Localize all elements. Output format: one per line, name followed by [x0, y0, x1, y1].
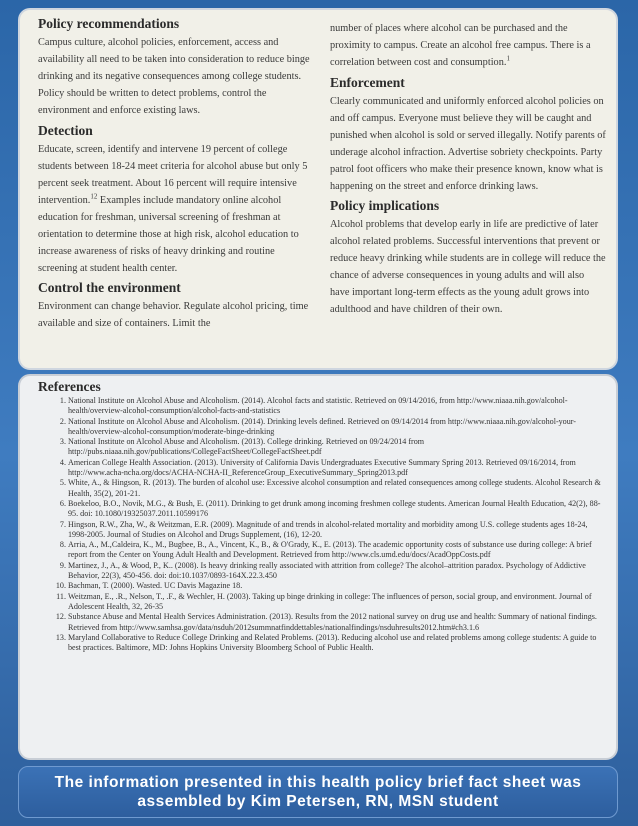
reference-item: 8. Arria, A., M.,Caldeira, K., M., Bugbee, B., A., Vincent, K., B., & O'Grady, K., E. (2013). The academic opportunity costs of substance use during college: A brief report from the Center on Young Adult Health and Development. Retrieved from http://www.cls.umd.edu/docs/AcadOppCosts.pdf [68, 540, 604, 561]
policy-panel [18, 8, 618, 370]
reference-item: 10. Bachman, T. (2000). Wasted. UC Davis Magazine 18. [68, 581, 604, 591]
control-citation: 1 [506, 54, 510, 63]
policy-column-left [38, 16, 314, 368]
reference-item: 3. National Institute on Alcohol Abuse and Alcoholism. (2013). College drinking. Retrieved on 09/24/2014 from http://pubs.niaaa.nih.gov/publications/CollegeFactSheet/CollegeFactSheet.pdf [68, 437, 604, 458]
reference-item: 7. Hingson, R.W., Zha, W., & Weitzman, E.R. (2009). Magnitude of and trends in alcohol-related mortality and morbidity among U.S. college students ages 18-24, 1998-2005. Journal of Studies on Alcohol and Drugs Supplement, (16), 12-20. [68, 520, 604, 541]
reference-item: 2. National Institute on Alcohol Abuse and Alcoholism. (2014). Drinking levels defined. Retrieved on 09/14/2014 from http://www.niaaa.nih.gov/alcohol-your-health/overview-alcohol-consumption/moderate-binge-drinking [68, 417, 604, 438]
detection-citation: 12 [90, 192, 98, 201]
enforcement-text: Clearly communicated and uniformly enforced alcohol policies on and off campus. Everyone must believe they will be caught and punished when alcohol is sold or served illegally. Notify parents of underage alcohol infraction. Advertise sobriety checkpoints. Party patrol foot officers who make their presence known, know what is happening on the street and enforce drinking laws. [330, 96, 606, 192]
reference-item: 12. Substance Abuse and Mental Health Services Administration. (2013). Results from the 2012 national survey on drug use and health: Summary of national findings. Retrieved from http://www.samhsa.gov/data/nsduh/2012summnatfinddettables/nationalfindings/nsduhresults2012.htm#ch3.1.6 [68, 612, 604, 633]
references-list [38, 396, 604, 653]
reference-item: 1. National Institute on Alcohol Abuse and Alcoholism. (2014). Alcohol facts and statistic. Retrieved on 09/14/2016, from http://www.niaaa.nih.gov/alcohol-health/overview-alcohol-consumption/alcohol-facts-and-statistics [68, 396, 604, 417]
footer-line-2: assembled by Kim Petersen, RN, MSN student [137, 793, 499, 810]
footer-line-1: The information presented in this health policy brief fact sheet was [54, 774, 582, 791]
detection-text-examples: Examples include mandatory online alcohol education for freshman, universal screening of freshman at orientation to determine those at high risk, alcohol education to increase awareness of risks of heavy drinking and routine screening at student health center. [38, 195, 299, 274]
references-heading: References [38, 379, 101, 394]
detection-text-main: Educate, screen, identify and intervene 19 percent of college students between 18-24 meet criteria for alcohol abuse but only 5 percent seek treatment. About 16 percent will require intensive intervention. [38, 144, 308, 206]
reference-item: 13. Maryland Collaborative to Reduce College Drinking and Related Problems. (2013). Reducing alcohol use and related problems among college students: A guide to best practices. Baltimore, MD: Johns Hopkins University Bloomberg School of Public Health. [68, 633, 604, 654]
implications-text: Alcohol problems that develop early in life are predictive of later alcohol related problems. Successful interventions that prevent or reduce heavy drinking while students are in college will reduce the chance of adverse consequences in young adults and will also have important long-term effects as the young adult grows into adulthood and have children of their own. [330, 219, 606, 315]
recommendations-text: Campus culture, alcohol policies, enforcement, access and availability all need to be taken into consideration to reduce binge drinking and its negative consequences among college students. Policy should be written to detect problems, control the environment and enforce existing laws. [38, 37, 310, 116]
references-panel [18, 374, 618, 760]
detection-heading: Detection [38, 123, 93, 138]
detection-text [38, 141, 314, 277]
reference-item: 6. Boekeloo, B.O., Novik, M.G., & Bush, E. (2011). Drinking to get drunk among incoming freshmen college students. American Journal Health Education, 42(2), 88-95. doi: 10.1080/19325037.2011.10599176 [68, 499, 604, 520]
control-text: Environment can change behavior. Regulate alcohol pricing, time available and size of containers. Limit the [38, 301, 309, 329]
reference-item: 11. Weitzman, E., .R., Nelson, T., .F., & Wechler, H. (2003). Taking up binge drinking in college: The influences of person, social group, and environment. Journal of Adolescent Health, 32, 26-35 [68, 592, 604, 613]
recommendations-heading: Policy recommendations [38, 16, 180, 31]
footer-banner [18, 766, 618, 818]
reference-item: 4. American College Health Association. (2013). University of California Davis Undergraduates Executive Summary Spring 2013. Retrieved 09/16/2014, from http://www.acha-ncha.org/docs/ACHA-NCHA-II_ReferenceGroup_ExecutiveSummary_Spring2013.pdf [68, 458, 604, 479]
control-text-cont: number of places where alcohol can be purchased and the proximity to campus. Create an alcohol free campus. There is a correlation between cost and consumption. [330, 23, 591, 68]
implications-heading: Policy implications [330, 198, 440, 213]
enforcement-heading: Enforcement [330, 75, 405, 90]
policy-column-right [330, 16, 606, 368]
control-text-continued [330, 20, 606, 71]
reference-item: 9. Martinez, J., A., & Wood, P., K.. (2008). Is heavy drinking really associated with attrition from college? The alcohol–attrition paradox. Psychology of Addictive Behavior, 22(3), 450-456. doi: doi:10.1037/0893-164X.22.3.450 [68, 561, 604, 582]
control-heading: Control the environment [38, 280, 181, 295]
reference-item: 5. White, A., & Hingson, R. (2013). The burden of alcohol use: Excessive alcohol consumption and related consequences among college students. Alcohol Research & Health, 35(2), 201-21. [68, 478, 604, 499]
